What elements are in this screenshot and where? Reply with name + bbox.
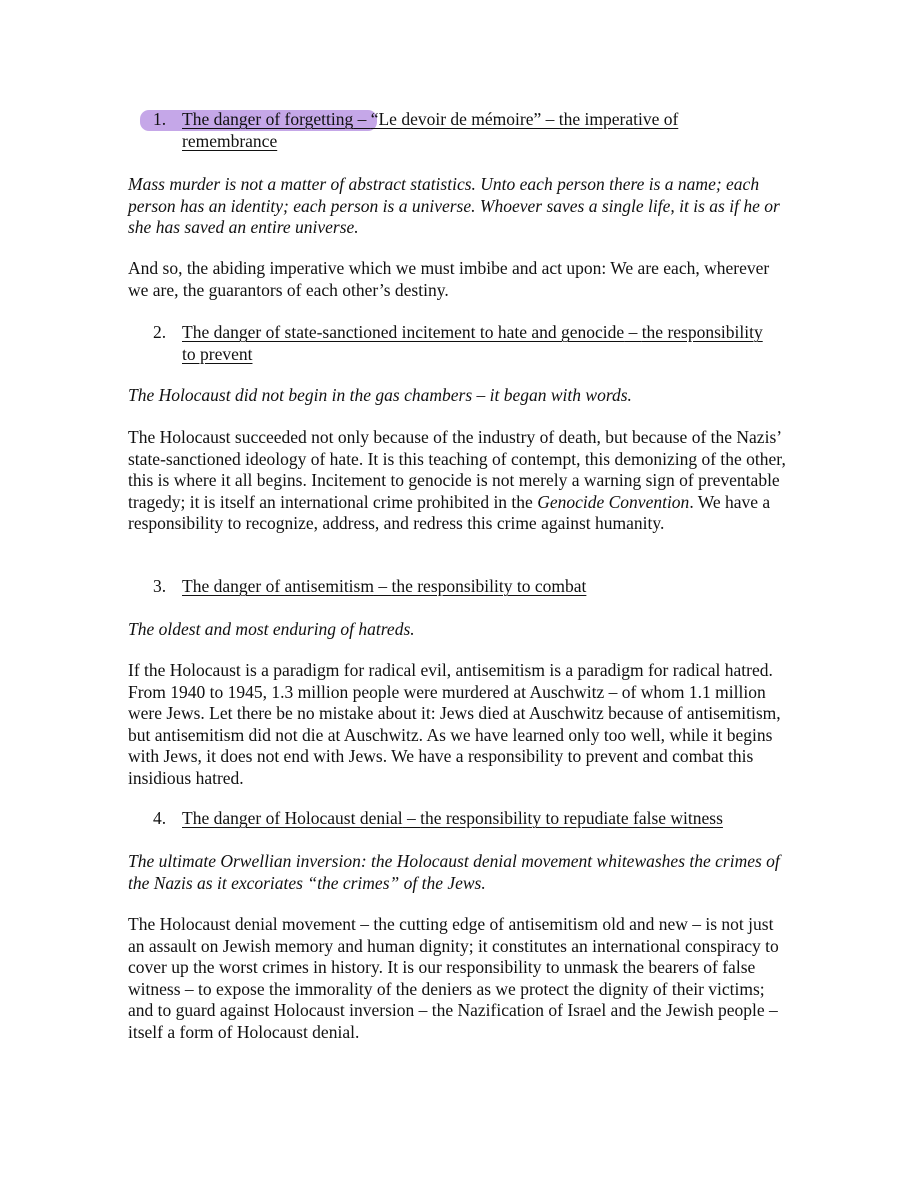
heading-separator: – (402, 808, 421, 828)
section-4-quote: The ultimate Orwellian inversion: the Holocaust denial movement whitewashes the crimes of the Nazis as it excoriates “the crimes” of the Jews. (128, 851, 780, 893)
body-text: The Holocaust succeeded not only because of the industry of death, but because of the Nazis’ state-sanctioned ideology of hate. It is this teaching of contempt, this demonizing of the other, this is where it all begins. Incitement to genocide is not merely a warning sign of preventable tragedy; it is itself an international crime prohibited in the (128, 427, 786, 512)
heading-separator: – (353, 109, 371, 129)
heading-part-b: “Le devoir de mémoire” – the imperative of remembrance (182, 109, 679, 151)
heading-part-a: The danger of antisemitism (182, 576, 374, 596)
heading-part-a: The danger of forgetting (182, 109, 354, 129)
heading-part-a: The danger of state-sanctioned incitement to hate and genocide (182, 322, 625, 342)
heading-separator: – (624, 322, 642, 342)
section-1-quote: Mass murder is not a matter of abstract statistics. Unto each person there is a name; each person has an identity; each person is a universe. Whoever saves a single life, it is as if he or she has saved an entire universe. (128, 174, 780, 237)
section-4-heading (153, 807, 773, 829)
section-2-body (128, 427, 788, 535)
section-3-heading (153, 575, 773, 597)
section-1-body: And so, the abiding imperative which we must imbibe and act upon: We are each, wherever we are, the guarantors of each other’s destiny. (128, 258, 770, 300)
section-4-body: The Holocaust denial movement – the cutting edge of antisemitism old and new – is not just an assault on Jewish memory and human dignity; it constitutes an international conspiracy to cover up the worst crimes in history. It is our responsibility to unmask the bearers of false witness – to expose the immorality of the deniers as we protect the dignity of their victims; and to guard against Holocaust inversion – the Nazification of Israel and the Jewish people – itself a form of Holocaust denial. (128, 914, 779, 1042)
section-3-body: If the Holocaust is a paradigm for radical evil, antisemitism is a paradigm for radical hatred. From 1940 to 1945, 1.3 million people were murdered at Auschwitz – of whom 1.1 million were Jews. Let there be no mistake about it: Jews died at Auschwitz because of antisemitism, but antisemitism did not die at Auschwitz. As we have learned only too well, while it begins with Jews, it does not end with Jews. We have a responsibility to prevent and combat this insidious hatred. (128, 660, 781, 788)
heading-part-b: the responsibility to prevent (182, 322, 763, 364)
body-text-end: . We have a responsibility to recognize, address, and redress this crime against humanity. (128, 491, 771, 533)
heading-separator: – (373, 576, 392, 596)
genocide-convention-title: Genocide Convention (537, 491, 690, 512)
list-number: 1. (153, 109, 167, 129)
heading-part-b: the responsibility to combat (391, 576, 587, 596)
section-1-heading (153, 108, 773, 152)
list-number: 4. (153, 808, 167, 828)
list-number: 3. (153, 576, 167, 596)
heading-part-b: the responsibility to repudiate false witness (420, 808, 723, 828)
section-2-heading (153, 321, 773, 365)
section-3-quote: The oldest and most enduring of hatreds. (128, 619, 415, 639)
section-2-quote: The Holocaust did not begin in the gas chambers – it began with words. (128, 385, 632, 405)
list-number: 2. (153, 322, 167, 342)
heading-part-a: The danger of Holocaust denial (182, 808, 403, 828)
